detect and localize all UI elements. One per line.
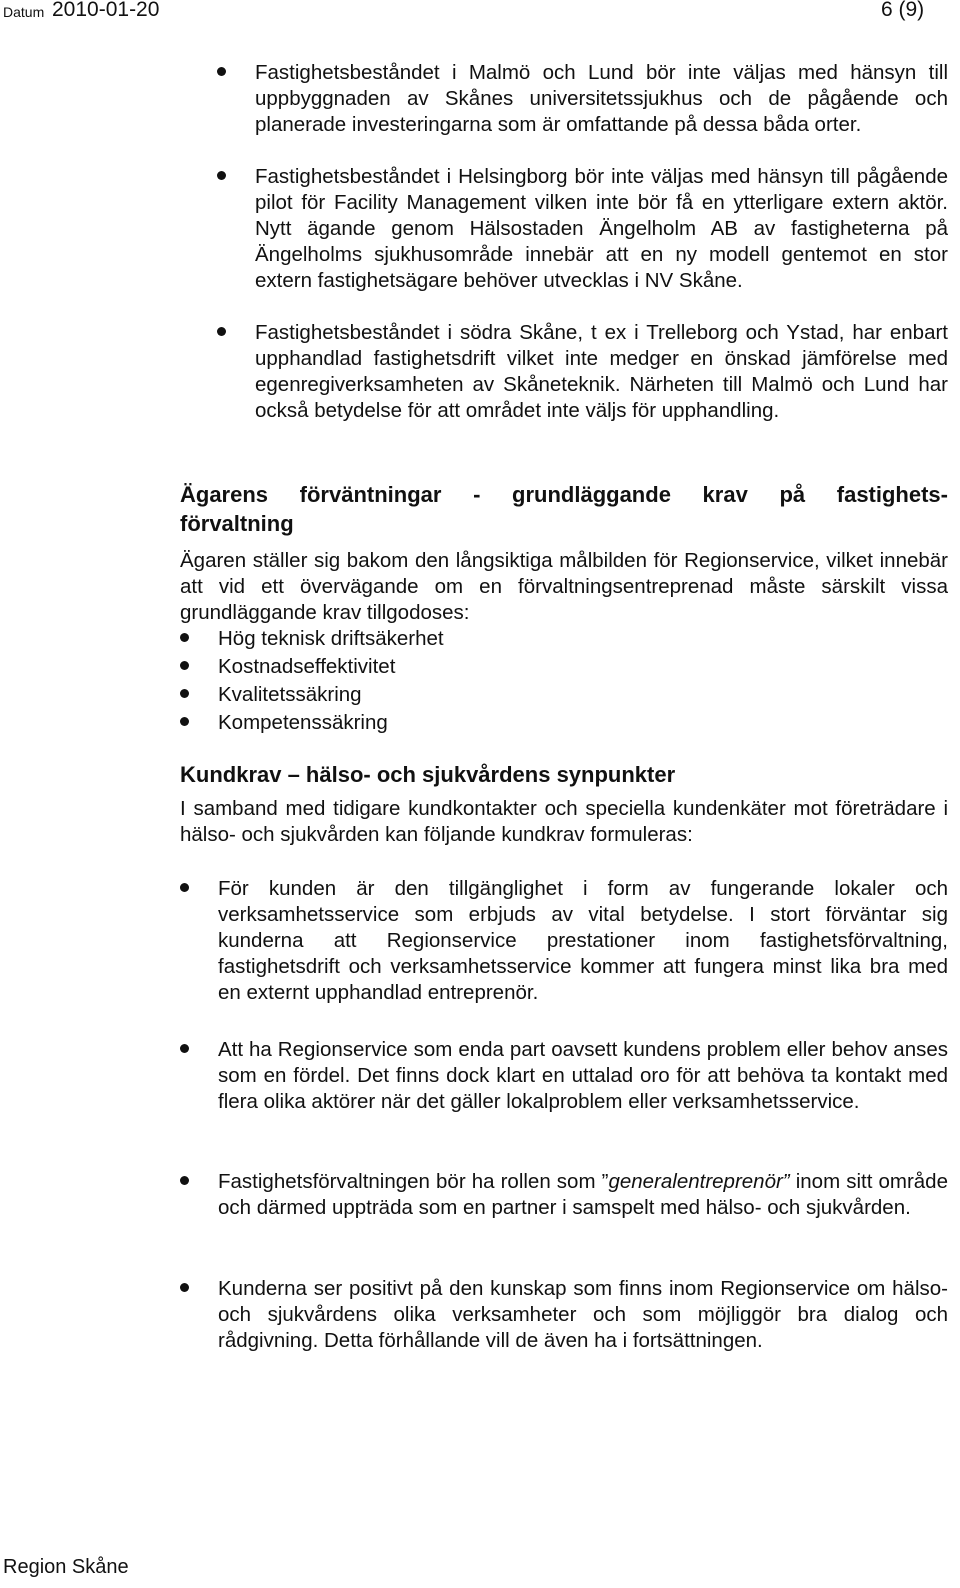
section-heading: Ägarens förväntningar - grundläggande krav på fastighets- <box>180 482 948 507</box>
section-heading: Kundkrav – hälso- och sjukvårdens synpunkter <box>180 762 676 787</box>
list-item-text: inom sitt område och därmed uppträda som en partner i samspelt med hälso- och sjukvården. <box>218 1170 948 1219</box>
bullet-icon <box>180 689 189 698</box>
list-item: Kvalitetssäkring <box>218 683 362 706</box>
bullet-icon <box>180 1176 189 1185</box>
document-date: 2010-01-20 <box>52 0 160 21</box>
list-item: För kunden är den tillgänglighet i form av fungerande lokaler och verksamhetsservice som erbjuds av vital betydelse. I stort förväntar sig kunderna att Regionservice prestationer inom fastighetsförvaltning, fastighetsdrift och verksamhetsservice kommer att fungera minst lika bra med en externt upphandlad entreprenör. <box>218 877 948 1004</box>
bullet-icon <box>180 717 189 726</box>
list-item-text: Fastighetsförvaltningen bör ha rollen som ” <box>218 1170 609 1193</box>
bullet-icon <box>180 883 189 892</box>
list-item: Kompetenssäkring <box>218 711 388 734</box>
bullet-icon <box>180 1044 189 1053</box>
footer-organization: Region Skåne <box>3 1556 129 1578</box>
section-intro: Ägaren ställer sig bakom den långsiktiga målbilden för Regionservice, vilket innebär att vid ett övervägande om en förvaltningsentreprenad måste särskilt vissa grundläggande krav tillgodoses: <box>180 549 948 624</box>
section-intro: I samband med tidigare kundkontakter och speciella kundenkäter mot företrädare i hälso- och sjukvården kan följande kundkrav formuleras: <box>180 797 948 846</box>
bullet-icon <box>217 327 226 336</box>
section-heading-continued: förvaltning <box>180 511 294 536</box>
bullet-icon <box>217 67 226 76</box>
list-item: Hög teknisk driftsäkerhet <box>218 627 444 650</box>
bullet-icon <box>217 171 226 180</box>
list-item <box>218 1169 948 1221</box>
list-item: Kunderna ser positivt på den kunskap som finns inom Regionservice om hälso- och sjukvårdens olika verksamheter och som möjliggör bra dialog och rådgivning. Detta förhållande vill de även ha i fortsättningen. <box>218 1277 948 1352</box>
list-item: Fastighetsbeståndet i Helsingborg bör inte väljas med hänsyn till pågående pilot för Facility Management vilken inte bör få en ytterligare extern aktör. Nytt ägande genom Hälsostaden Ängelholm AB av fastigheterna på Ängelholms sjukhusområde innebär att en ny modell gentemot en stor extern fastighetsägare behöver utvecklas i NV Skåne. <box>255 165 948 292</box>
date-label: Datum <box>3 4 45 20</box>
list-item: Att ha Regionservice som enda part oavsett kundens problem eller behov anses som en fördel. Det finns dock klart en uttalad oro för att behöva ta kontakt med flera olika aktörer när det gäller lokalproblem eller verksamhetsservice. <box>218 1038 948 1113</box>
page-number: 6 (9) <box>881 0 925 21</box>
bullet-icon <box>180 633 189 642</box>
list-item: Fastighetsbeståndet i Malmö och Lund bör inte väljas med hänsyn till uppbyggnaden av Skånes universitetssjukhus och de pågående och planerade investeringarna som är omfattande på dessa båda orter. <box>255 61 948 136</box>
bullet-icon <box>180 1283 189 1292</box>
list-item: Kostnadseffektivitet <box>218 655 396 678</box>
bullet-icon <box>180 661 189 670</box>
emphasized-term: generalentreprenör” <box>608 1170 790 1193</box>
list-item: Fastighetsbeståndet i södra Skåne, t ex i Trelleborg och Ystad, har enbart upphandlad fastighetsdrift vilket inte medger en önskad jämförelse med egenregiverksamheten av Skåneteknik. Närheten till Malmö och Lund har också betydelse för att området inte väljs för upphandling. <box>255 321 948 422</box>
